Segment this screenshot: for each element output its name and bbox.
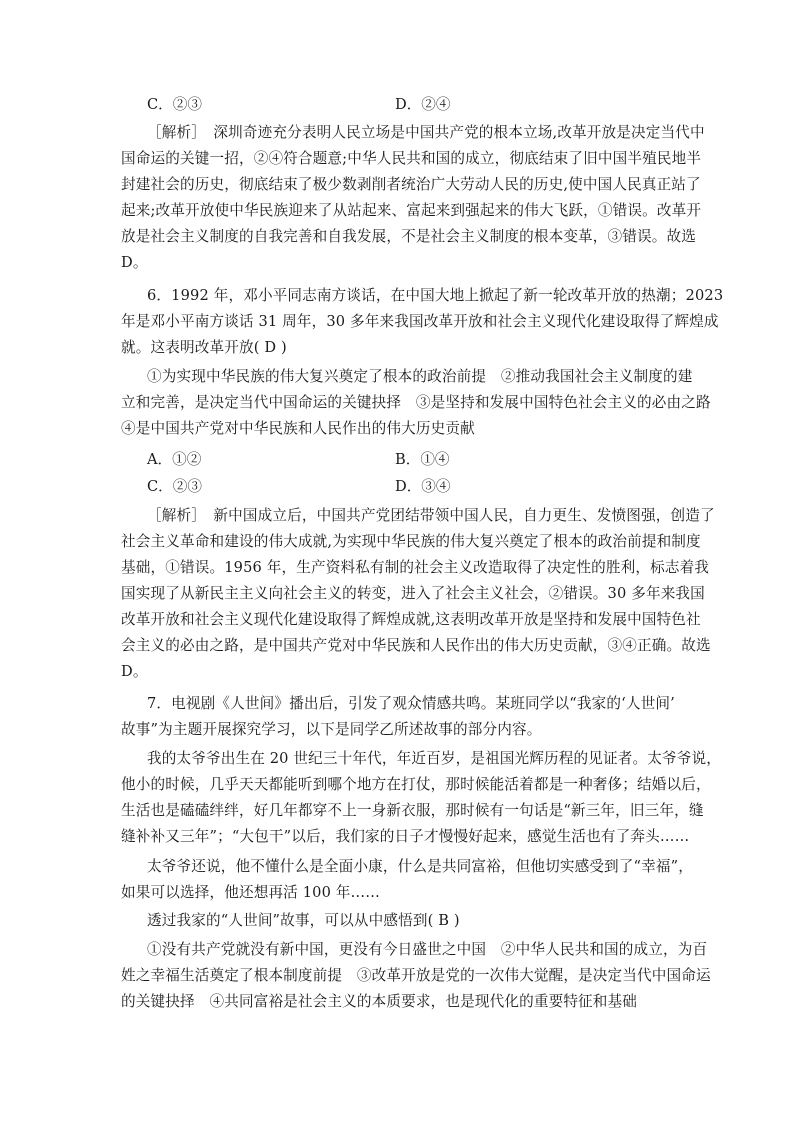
q6-statement-line: ①为实现中华民族的伟大复兴奠定了根本的政治前提 ②推动我国社会主义制度的建 bbox=[147, 368, 693, 385]
q6-statement-line: ④是中国共产党对中华民族和人民作出的伟大历史贡献 bbox=[121, 420, 475, 437]
q6-analysis-line: ［解析］ 新中国成立后，中国共产党团结带领中国人民，自力更生、发愤图强，创造了 bbox=[147, 507, 715, 524]
q5-analysis-line: 起来;改革开放使中华民族迎来了从站起来、富起来到强起来的伟大飞跃，①错误。改革开 bbox=[121, 202, 702, 219]
q6-option-d: D．③④ bbox=[395, 478, 451, 495]
q6-analysis-line: 国实现了从新民主主义向社会主义的转变，进入了社会主义社会，②错误。30 多年来我国 bbox=[121, 585, 705, 602]
q5-option-c: C．②③ bbox=[147, 96, 202, 113]
q6-option-c: C．②③ bbox=[147, 478, 202, 495]
q7-story-line: 缝补补又三年”；“大包干”以后，我们家的日子才慢慢好起来，感觉生活也有了奔头…… bbox=[121, 828, 690, 845]
q6-analysis-line: 社会主义革命和建设的伟大成就,为实现中华民族的伟大复兴奠定了根本的政治前提和制度 bbox=[121, 533, 701, 550]
q5-analysis-line: 国命运的关键一招，②④符合题意;中华人民共和国的成立，彻底结束了旧中国半殖民地半 bbox=[121, 150, 702, 167]
q7-question: 透过我家的“人世间”故事，可以从中感悟到( B ) bbox=[147, 912, 460, 929]
q7-story-line: 他小的时候，几乎天天都能听到哪个地方在打仗，那时候能活着都是一种奢侈；结婚以后， bbox=[121, 776, 711, 793]
q7-stem-line: 7．电视剧《人世间》播出后，引发了观众情感共鸣。某班同学以“我家的‘人世间’ bbox=[147, 695, 675, 712]
q6-statement-line: 立和完善，是决定当代中国命运的关键抉择 ③是坚持和发展中国特色社会主义的必由之路 bbox=[121, 394, 711, 411]
q5-analysis-line: 放是社会主义制度的自我完善和自我发展，不是社会主义制度的根本变革，③错误。故选 bbox=[121, 228, 697, 245]
q6-stem-line: 6．1992 年，邓小平同志南方谈话，在中国大地上掀起了新一轮改革开放的热潮；2023 bbox=[147, 287, 724, 304]
q6-analysis-line: 基础，①错误。1956 年，生产资料私有制的社会主义改造取得了决定性的胜利，标志着我 bbox=[121, 559, 710, 576]
q6-analysis-line: 改革开放和社会主义现代化建设取得了辉煌成就,这表明改革开放是坚持和发展中国特色社 bbox=[121, 611, 701, 628]
q7-statement-line: 的关键抉择 ④共同富裕是社会主义的本质要求，也是现代化的重要特征和基础 bbox=[121, 993, 638, 1010]
q7-story-line: 生活也是磕磕绊绊，好几年都穿不上一身新衣服，那时候有一句话是“新三年，旧三年，缝 bbox=[121, 802, 704, 819]
q7-story-line: 太爷爷还说，他不懂什么是全面小康，什么是共同富裕，但他切实感受到了“幸福”， bbox=[147, 858, 693, 875]
q6-option-a: A．①② bbox=[147, 451, 202, 468]
q5-analysis-line: D。 bbox=[121, 254, 148, 271]
q6-option-b: B．①④ bbox=[395, 451, 450, 468]
q7-statement-line: ①没有共产党就没有新中国，更没有今日盛世之中国 ②中华人民共和国的成立，为百 bbox=[147, 941, 708, 958]
q5-analysis-line: 封建社会的历史，彻底结束了极少数剥削者统治广大劳动人民的历史,使中国人民真正站了 bbox=[121, 176, 701, 193]
q6-analysis-line: 会主义的必由之路，是中国共产党对中华民族和人民作出的伟大历史贡献，③④正确。故选 bbox=[121, 637, 711, 654]
q5-analysis-line: ［解析］ 深圳奇迹充分表明人民立场是中国共产党的根本立场,改革开放是决定当代中 bbox=[147, 124, 705, 141]
q7-statement-line: 姓之幸福生活奠定了根本制度前提 ③改革开放是党的一次伟大觉醒，是决定当代中国命运 bbox=[121, 967, 711, 984]
q5-option-d: D．②④ bbox=[395, 96, 451, 113]
q6-stem-line: 就。这表明改革开放( D ) bbox=[121, 339, 287, 356]
q6-analysis-line: D。 bbox=[121, 663, 148, 680]
q7-story-line: 如果可以选择，他还想再活 100 年…… bbox=[121, 884, 381, 901]
q7-stem-line: 故事”为主题开展探究学习，以下是同学乙所述故事的部分内容。 bbox=[121, 721, 542, 738]
q7-story-line: 我的太爷爷出生在 20 世纪三十年代，年近百岁，是祖国光辉历程的见证者。太爷爷说， bbox=[147, 750, 721, 767]
q6-stem-line: 年是邓小平南方谈话 31 周年，30 多年来我国改革开放和社会主义现代化建设取得了辉煌成 bbox=[121, 313, 719, 330]
